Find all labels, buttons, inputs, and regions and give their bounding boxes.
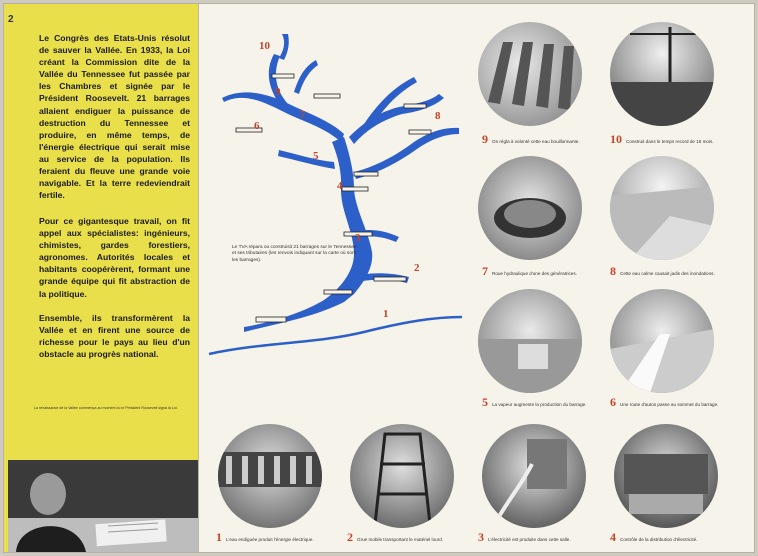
caption-number: 3 <box>478 530 484 544</box>
caption-text: Une route d'autos passe au sommet du barrage. <box>620 402 719 407</box>
tree-label-6: 6 <box>254 120 260 132</box>
caption-4 <box>610 530 697 545</box>
caption-3 <box>478 530 571 545</box>
caption-text: L'eau endiguée produit l'énergie électrique. <box>226 537 314 542</box>
intro-paragraph-2: Pour ce gigantesque travail, on fit appel aux spécialistes: ingénieurs, chimistes, gardes forestiers, agronomes. Autorités locales et habitants coopérèrent, formant une grande équipe qui fit abstraction de la politique. <box>39 216 190 299</box>
tree-label-2: 2 <box>414 262 420 274</box>
caption-10 <box>610 132 714 147</box>
tree-label-1: 1 <box>383 308 389 320</box>
caption-text: La vapeur augmente la production du barrage. <box>492 402 587 407</box>
photo-dam-water <box>218 424 322 528</box>
photo-turbine-wheel <box>478 156 582 260</box>
photo-generator-hall <box>482 424 586 528</box>
caption-number: 1 <box>216 530 222 544</box>
caption-text: Grue mobile transportant le matériel lourd. <box>357 537 444 542</box>
caption-text: Contrôle de la distribution d'électricité. <box>620 537 698 542</box>
caption-number: 5 <box>482 395 488 409</box>
caption-9 <box>482 132 580 147</box>
tree-label-3: 3 <box>355 232 361 244</box>
photo-mobile-crane <box>350 424 454 528</box>
caption-number: 9 <box>482 132 488 146</box>
tree-label-9: 9 <box>275 86 281 98</box>
caption-number: 4 <box>610 530 616 544</box>
poster <box>4 4 754 552</box>
page-number: 2 <box>8 14 14 25</box>
caption-2 <box>347 530 443 545</box>
caption-text: L'électricité est produite dans cette salle. <box>488 537 571 542</box>
caption-number: 6 <box>610 395 616 409</box>
tree-label-10: 10 <box>259 40 270 52</box>
caption-6 <box>610 395 718 410</box>
tree-label-7: 7 <box>300 109 306 121</box>
tree-label-5: 5 <box>313 150 319 162</box>
caption-number: 7 <box>482 264 488 278</box>
intro-paragraph-1: Le Congrès des Etats-Unis résolut de sauver la Vallée. En 1933, la Loi créant la Commission dite de la Vallée du Tennessee fut passée par les Chambres et signée par le Président Roosevelt. 21 barrages allaient endiguer la puissance de destruction du Tennessee et produire, en même temps, de l'énergie électrique qui serait mise au service de la population. Ils feraient du fleuve une grande voie navigable. Et la terre redeviendrait fertile. <box>39 33 190 201</box>
photo-control-room <box>614 424 718 528</box>
tree-label-4: 4 <box>337 180 343 192</box>
tree-label-8: 8 <box>435 110 441 122</box>
intro-paragraph-3: Ensemble, ils transformèrent la Vallée et en firent une source de richesse pour le pays au lieu d'un obstacle au progrès national. <box>39 313 190 360</box>
caption-text: Roue hydraulique d'une des génératrices. <box>492 271 577 276</box>
tree-caption: Le TVA répara ou construisit 21 barrages sur le Tennessee et ses tributaires (les renvois indiquant sur la carte où sont les barrages). <box>232 245 357 263</box>
photo-dam-road <box>610 289 714 393</box>
caption-text: On régla à volonté cette eau bouillonnante. <box>492 139 580 144</box>
photo-caption: La renaissance de la Vallée commença au moment où le Président Roosevelt signa la Loi. <box>34 406 178 410</box>
intro-panel <box>4 4 198 552</box>
caption-text: Cette eau calme causait jadis des inondations. <box>620 271 715 276</box>
caption-5 <box>482 395 587 410</box>
caption-text: Construit dans le temps record de 16 mois. <box>626 139 714 144</box>
caption-number: 10 <box>610 132 622 146</box>
caption-7 <box>482 264 577 279</box>
photo-calm-lake <box>610 156 714 260</box>
roosevelt-photo <box>8 460 198 552</box>
river-tree-diagram <box>204 32 469 362</box>
photo-steam-plant <box>478 289 582 393</box>
divider <box>198 4 199 552</box>
photo-dam-spillway <box>478 22 582 126</box>
photo-dam-construction <box>610 22 714 126</box>
caption-number: 8 <box>610 264 616 278</box>
caption-number: 2 <box>347 530 353 544</box>
caption-1 <box>216 530 314 545</box>
caption-8 <box>610 264 715 279</box>
